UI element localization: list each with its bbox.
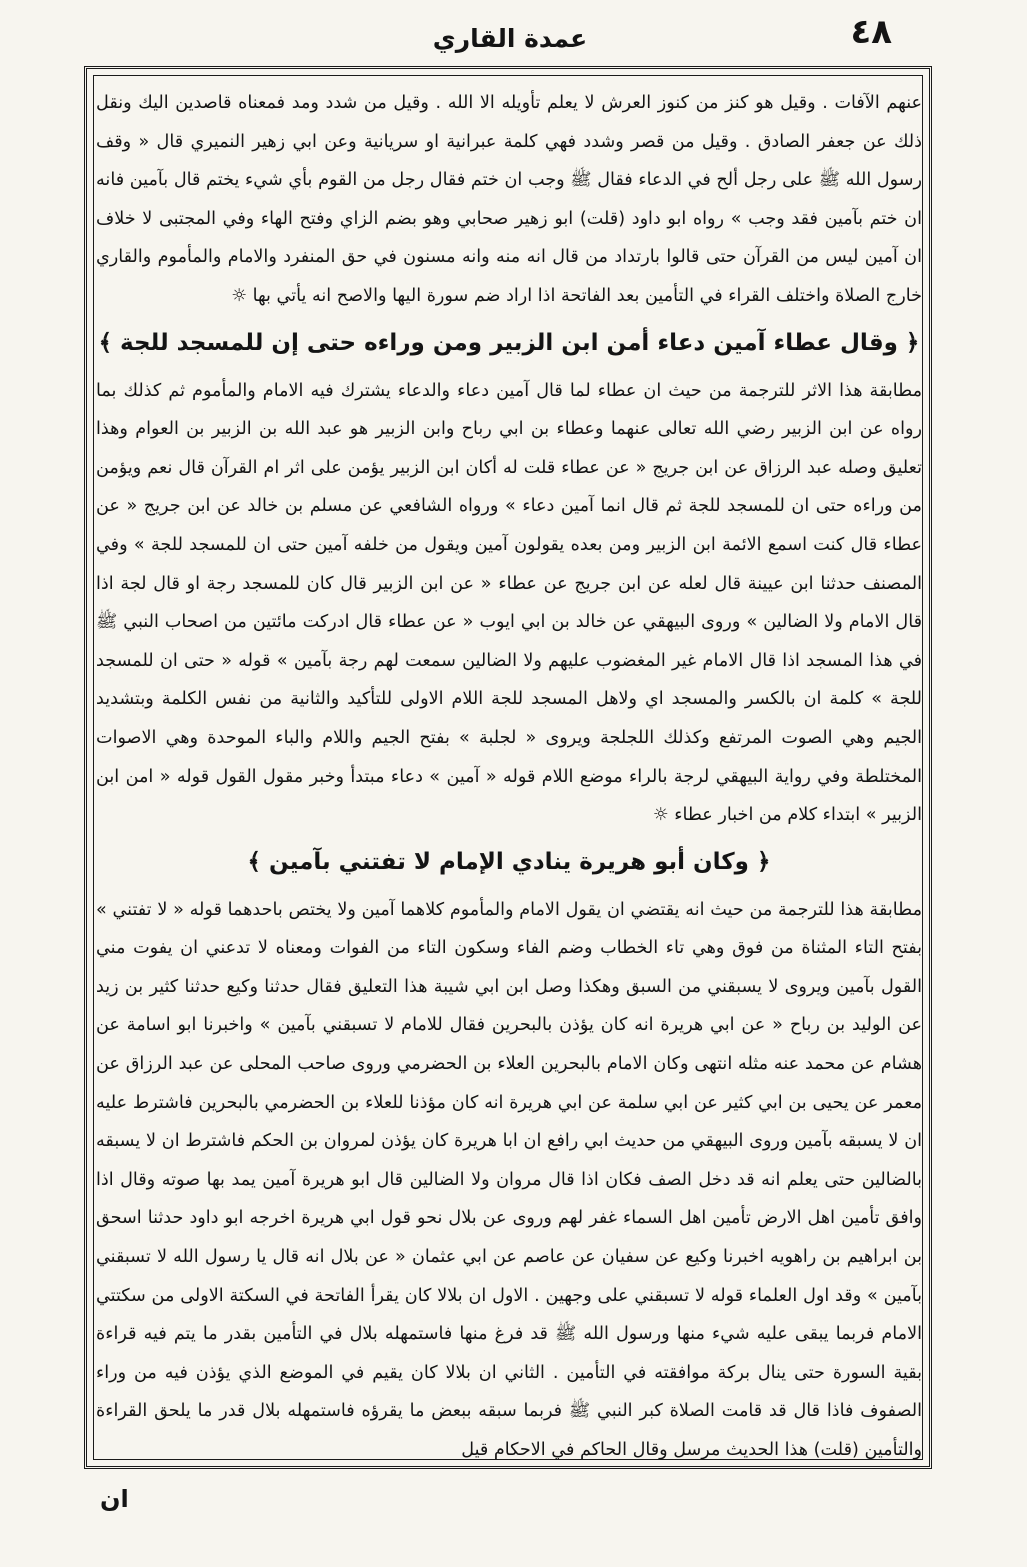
paragraph-3: مطابقة هذا للترجمة من حيث انه يقتضي ان يقول الامام والمأموم كلاهما آمين ولا يختص باحدهما قوله « لا تفتني » بفتح التاء المثناة من فوق وهي تاء الخطاب وضم الفاء وسكون التاء من الفوات ومعناه لا تدعني ان يفوت مني القول بآمين ويروى لا يسبقني من السبق وهكذا وصل ابن ابي شيبة هذا التعليق فقال حدثنا وكيع حدثنا كثير بن زيد عن الوليد بن رباح « عن ابي هريرة انه كان يؤذن بالبحرين فقال للامام لا تسبقني بآمين » واخبرنا ابو اسامة عن هشام عن محمد عنه مثله انتهى وكان الامام بالبحرين العلاء بن الحضرمي وروى صاحب المحلى عن عبد الرزاق عن معمر عن يحيى بن ابي كثير عن ابي سلمة عن ابي هريرة انه كان مؤذنا للعلاء بن الحضرمي بالبحرين فاشترط عليه ان لا يسبقه بآمين وروى البيهقي من حديث ابي رافع ان ابا هريرة كان يؤذن لمروان بن الحكم فاشترط ان لا يسبقه بالضالين حتى يعلم انه قد دخل الصف فكان اذا قال مروان ولا الضالين قال ابو هريرة آمين يمد بها صوته وقال اذا وافق تأمين اهل الارض تأمين اهل السماء غفر لهم وروى عن بلال نحو قول ابي هريرة اخرجه ابو داود حدثنا اسحق بن ابراهيم بن راهويه اخبرنا وكيع عن سفيان عن عاصم عن ابي عثمان « عن بلال انه قال يا رسول الله لا تسبقني بآمين » وقد اول العلماء قوله لا تسبقني على وجهين . الاول ان بلالا كان يقرأ الفاتحة في السكتة الاولى من سكتتي الامام فربما يبقى عليه شيء منها ورسول الله ﷺ قد فرغ منها فاستمهله بلال في التأمين بقدر ما يتم فيه قراءة بقية السورة حتى ينال بركة موافقته في التأمين . الثاني ان بلالا كان يقيم في الموضع الذي يؤذن فيه من وراء الصفوف فاذا قال قد قامت الصلاة كبر النبي ﷺ فربما سبقه ببعض ما يقرؤه فاستمهله بلال قدر ما يلحق القراءة والتأمين (قلت) هذا الحديث مرسل وقال الحاكم في الاحكام قيل	[96, 899, 922, 1460]
page-header	[80, 10, 940, 70]
running-title: عمدة القاري	[432, 24, 588, 53]
section-heading-2: ﴿ وكان أبو هريرة ينادي الإمام لا تفتني بآمين ﴾	[247, 848, 771, 875]
catchword: ان	[100, 1485, 129, 1513]
main-text	[96, 84, 922, 1464]
page-number: ٤٨	[850, 12, 892, 52]
paragraph-1: عنهم الآفات . وقيل هو كنز من كنوز العرش لا يعلم تأويله الا الله . وقيل من شدد ومد فمعناه قاصدين اليك ونقل ذلك عن جعفر الصادق . وقيل من قصر وشدد فهي كلمة عبرانية او سريانية وعن ابي زهير النميري قال « وقف رسول الله ﷺ على رجل ألح في الدعاء فقال ﷺ وجب ان ختم فقال رجل من القوم بأي شيء يختم قال بآمين فانه ان ختم بآمين فقد وجب » رواه ابو داود (قلت) ابو زهير صحابي وهو بضم الزاي وفتح الهاء وفي المجتبى لا خلاف ان آمين ليس من القرآن حتى قالوا بارتداد من قال انه منه وانه مسنون في حق المنفرد والامام والمأموم والقاري خارج الصلاة واختلف القراء في التأمين بعد الفاتحة اذا اراد ضم سورة اليها والاصح انه يأتي بها ☼	[96, 93, 922, 306]
section-heading-1: ﴿ وقال عطاء آمين دعاء أمن ابن الزبير ومن وراءه حتى إن للمسجد للجة ﴾	[98, 329, 920, 356]
paragraph-2: مطابقة هذا الاثر للترجمة من حيث ان عطاء لما قال آمين دعاء والدعاء يشترك فيه الامام والمأموم ثم كذلك بما رواه عن ابن الزبير رضي الله تعالى عنهما وعطاء بن ابي رباح وابن الزبير هو عبد الله بن الزبير بن العوام وهذا تعليق وصله عبد الرزاق عن ابن جريج « عن عطاء قلت له أكان ابن الزبير يؤمن على اثر ام القرآن قال نعم ويؤمن من وراءه حتى ان للمسجد للجة ثم قال انما آمين دعاء » ورواه الشافعي عن مسلم بن خالد عن ابن جريج « عن عطاء قال كنت اسمع الائمة ابن الزبير ومن بعده يقولون آمين ويقول من خلفه آمين حتى ان للمسجد للجة » وفي المصنف حدثنا ابن عيينة قال لعله عن ابن جريج عن عطاء « عن ابن الزبير قال كان للمسجد رجة او قال لجة اذا قال الامام ولا الضالين » وروى البيهقي عن خالد بن ابي ايوب « عن عطاء قال ادركت مائتين من اصحاب النبي ﷺ في هذا المسجد اذا قال الامام غير المغضوب عليهم ولا الضالين سمعت لهم رجة بآمين » قوله « حتى ان للمسجد للجة » كلمة ان بالكسر والمسجد اي ولاهل المسجد للجة اللام الاولى للتأكيد والثانية من نفس الكلمة وبتشديد الجيم وهي الصوت المرتفع وكذلك اللجلجة ويروى « لجلبة » بفتح الجيم واللام والباء الموحدة وهي الاصوات المختلطة وفي رواية البيهقي لرجة بالراء موضع اللام قوله « آمين » دعاء مبتدأ وخبر مقول القول قوله « امن ابن الزبير » ابتداء كلام من اخبار عطاء ☼	[96, 380, 922, 826]
